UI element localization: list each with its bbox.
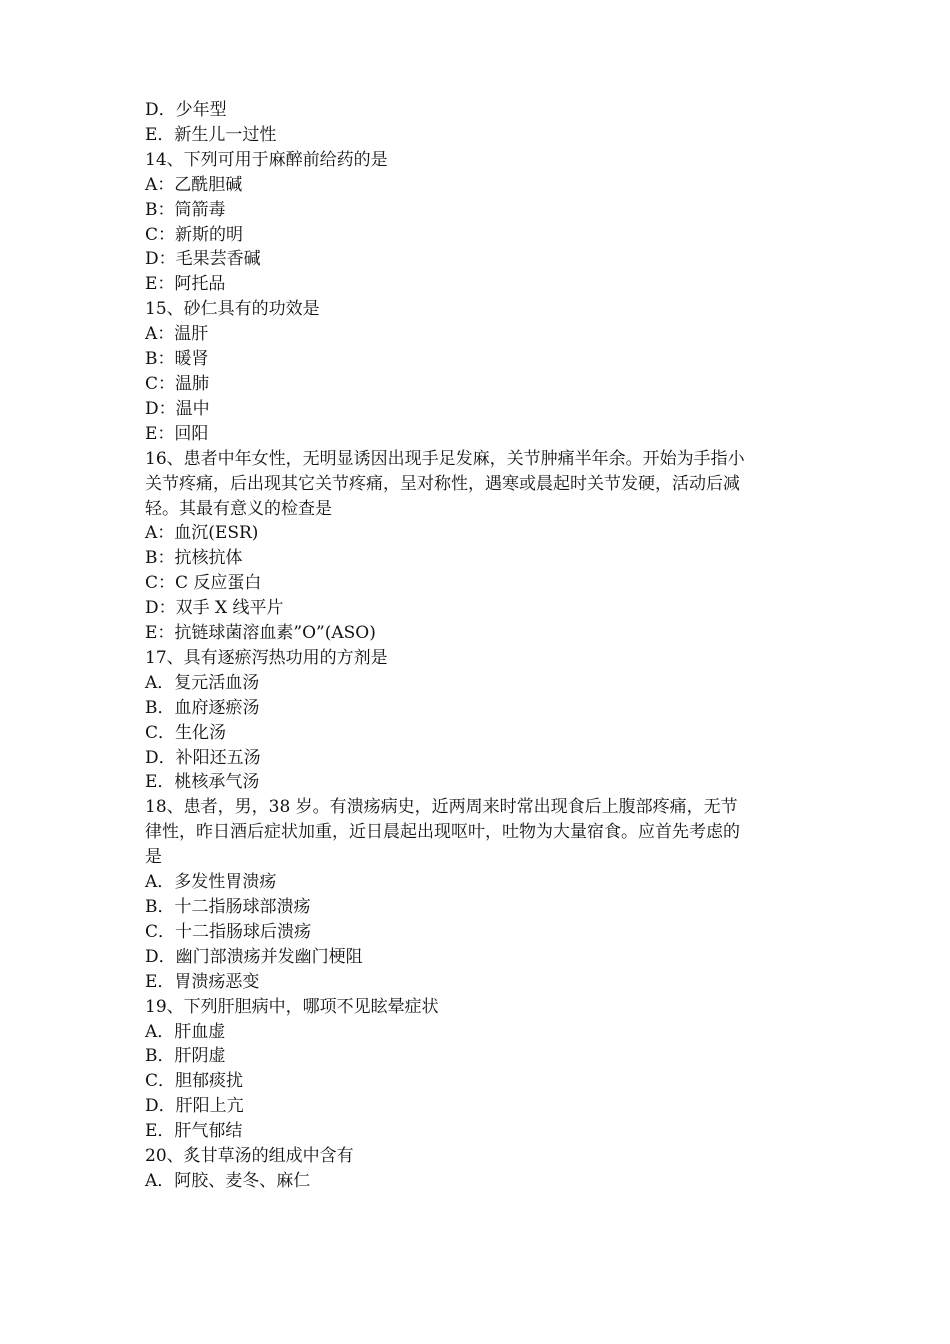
- option-d-q18: D．幽门部溃疡并发幽门梗阻: [145, 946, 363, 967]
- option-c-q16: C：C 反应蛋白: [145, 573, 262, 594]
- option-e-q13: E．新生儿一过性: [145, 124, 277, 145]
- question-17: 17、具有逐瘀泻热功用的方剂是: [145, 647, 388, 668]
- option-b-q14: B：筒箭毒: [145, 199, 226, 220]
- option-d-q17: D．补阳还五汤: [145, 747, 261, 768]
- option-a-q18: A．多发性胃溃疡: [145, 872, 277, 893]
- question-14: 14、下列可用于麻醉前给药的是: [145, 149, 388, 170]
- option-e-q14: E：阿托品: [145, 274, 226, 295]
- question-16-line-3: 轻。其最有意义的检查是: [145, 498, 332, 519]
- option-b-q19: B．肝阴虚: [145, 1046, 226, 1067]
- option-a-q19: A．肝血虚: [145, 1021, 226, 1042]
- option-c-q18: C．十二指肠球后溃疡: [145, 921, 312, 942]
- option-d-q16: D：双手 X 线平片: [145, 598, 284, 619]
- option-c-q17: C．生化汤: [145, 722, 227, 743]
- option-d-q14: D：毛果芸香碱: [145, 249, 261, 270]
- option-c-q19: C．胆郁痰扰: [145, 1071, 244, 1092]
- option-e-q16: E：抗链球菌溶血素”O”(ASO): [145, 623, 376, 644]
- option-e-q18: E．胃溃疡恶变: [145, 971, 260, 992]
- option-d-q19: D．肝阳上亢: [145, 1096, 244, 1117]
- question-15: 15、砂仁具有的功效是: [145, 299, 320, 320]
- option-e-q15: E：回阳: [145, 423, 209, 444]
- option-c-q14: C：新斯的明: [145, 224, 244, 245]
- option-b-q16: B：抗核抗体: [145, 548, 243, 569]
- question-19: 19、下列肝胆病中，哪项不见眩晕症状: [145, 996, 439, 1017]
- question-18-line-1: 18、患者，男，38 岁。有溃疡病史，近两周来时常出现食后上腹部疼痛，无节: [145, 797, 738, 818]
- option-e-q19: E．肝气郁结: [145, 1121, 243, 1142]
- question-20: 20、炙甘草汤的组成中含有: [145, 1146, 354, 1167]
- option-d-q13: D．少年型: [145, 100, 227, 120]
- option-a-q20: A．阿胶、麦冬、麻仁: [145, 1170, 311, 1191]
- option-c-q15: C：温肺: [145, 373, 210, 394]
- option-b-q18: B．十二指肠球部溃疡: [145, 897, 311, 917]
- option-a-q17: A．复元活血汤: [145, 672, 260, 693]
- question-18-line-2: 律性，昨日酒后症状加重，近日晨起出现呕叶，吐物为大量宿食。应首先考虑的: [145, 822, 740, 843]
- document-page: [145, 98, 820, 1194]
- option-a-q15: A：温肝: [145, 324, 209, 345]
- question-18-line-3: 是: [145, 847, 162, 868]
- option-d-q15: D：温中: [145, 398, 210, 419]
- option-b-q17: B．血府逐瘀汤: [145, 697, 260, 718]
- option-e-q17: E．桃核承气汤: [145, 772, 260, 793]
- option-a-q16: A：血沉(ESR): [145, 523, 259, 544]
- question-16-line-2: 关节疼痛，后出现其它关节疼痛，呈对称性，遇寒或晨起时关节发硬，活动后减: [145, 473, 740, 494]
- question-16-line-1: 16、患者中年女性，无明显诱因出现手足发麻，关节肿痛半年余。开始为手指小: [145, 448, 745, 469]
- option-a-q14: A：乙酰胆碱: [145, 174, 243, 195]
- option-b-q15: B：暖肾: [145, 349, 209, 370]
